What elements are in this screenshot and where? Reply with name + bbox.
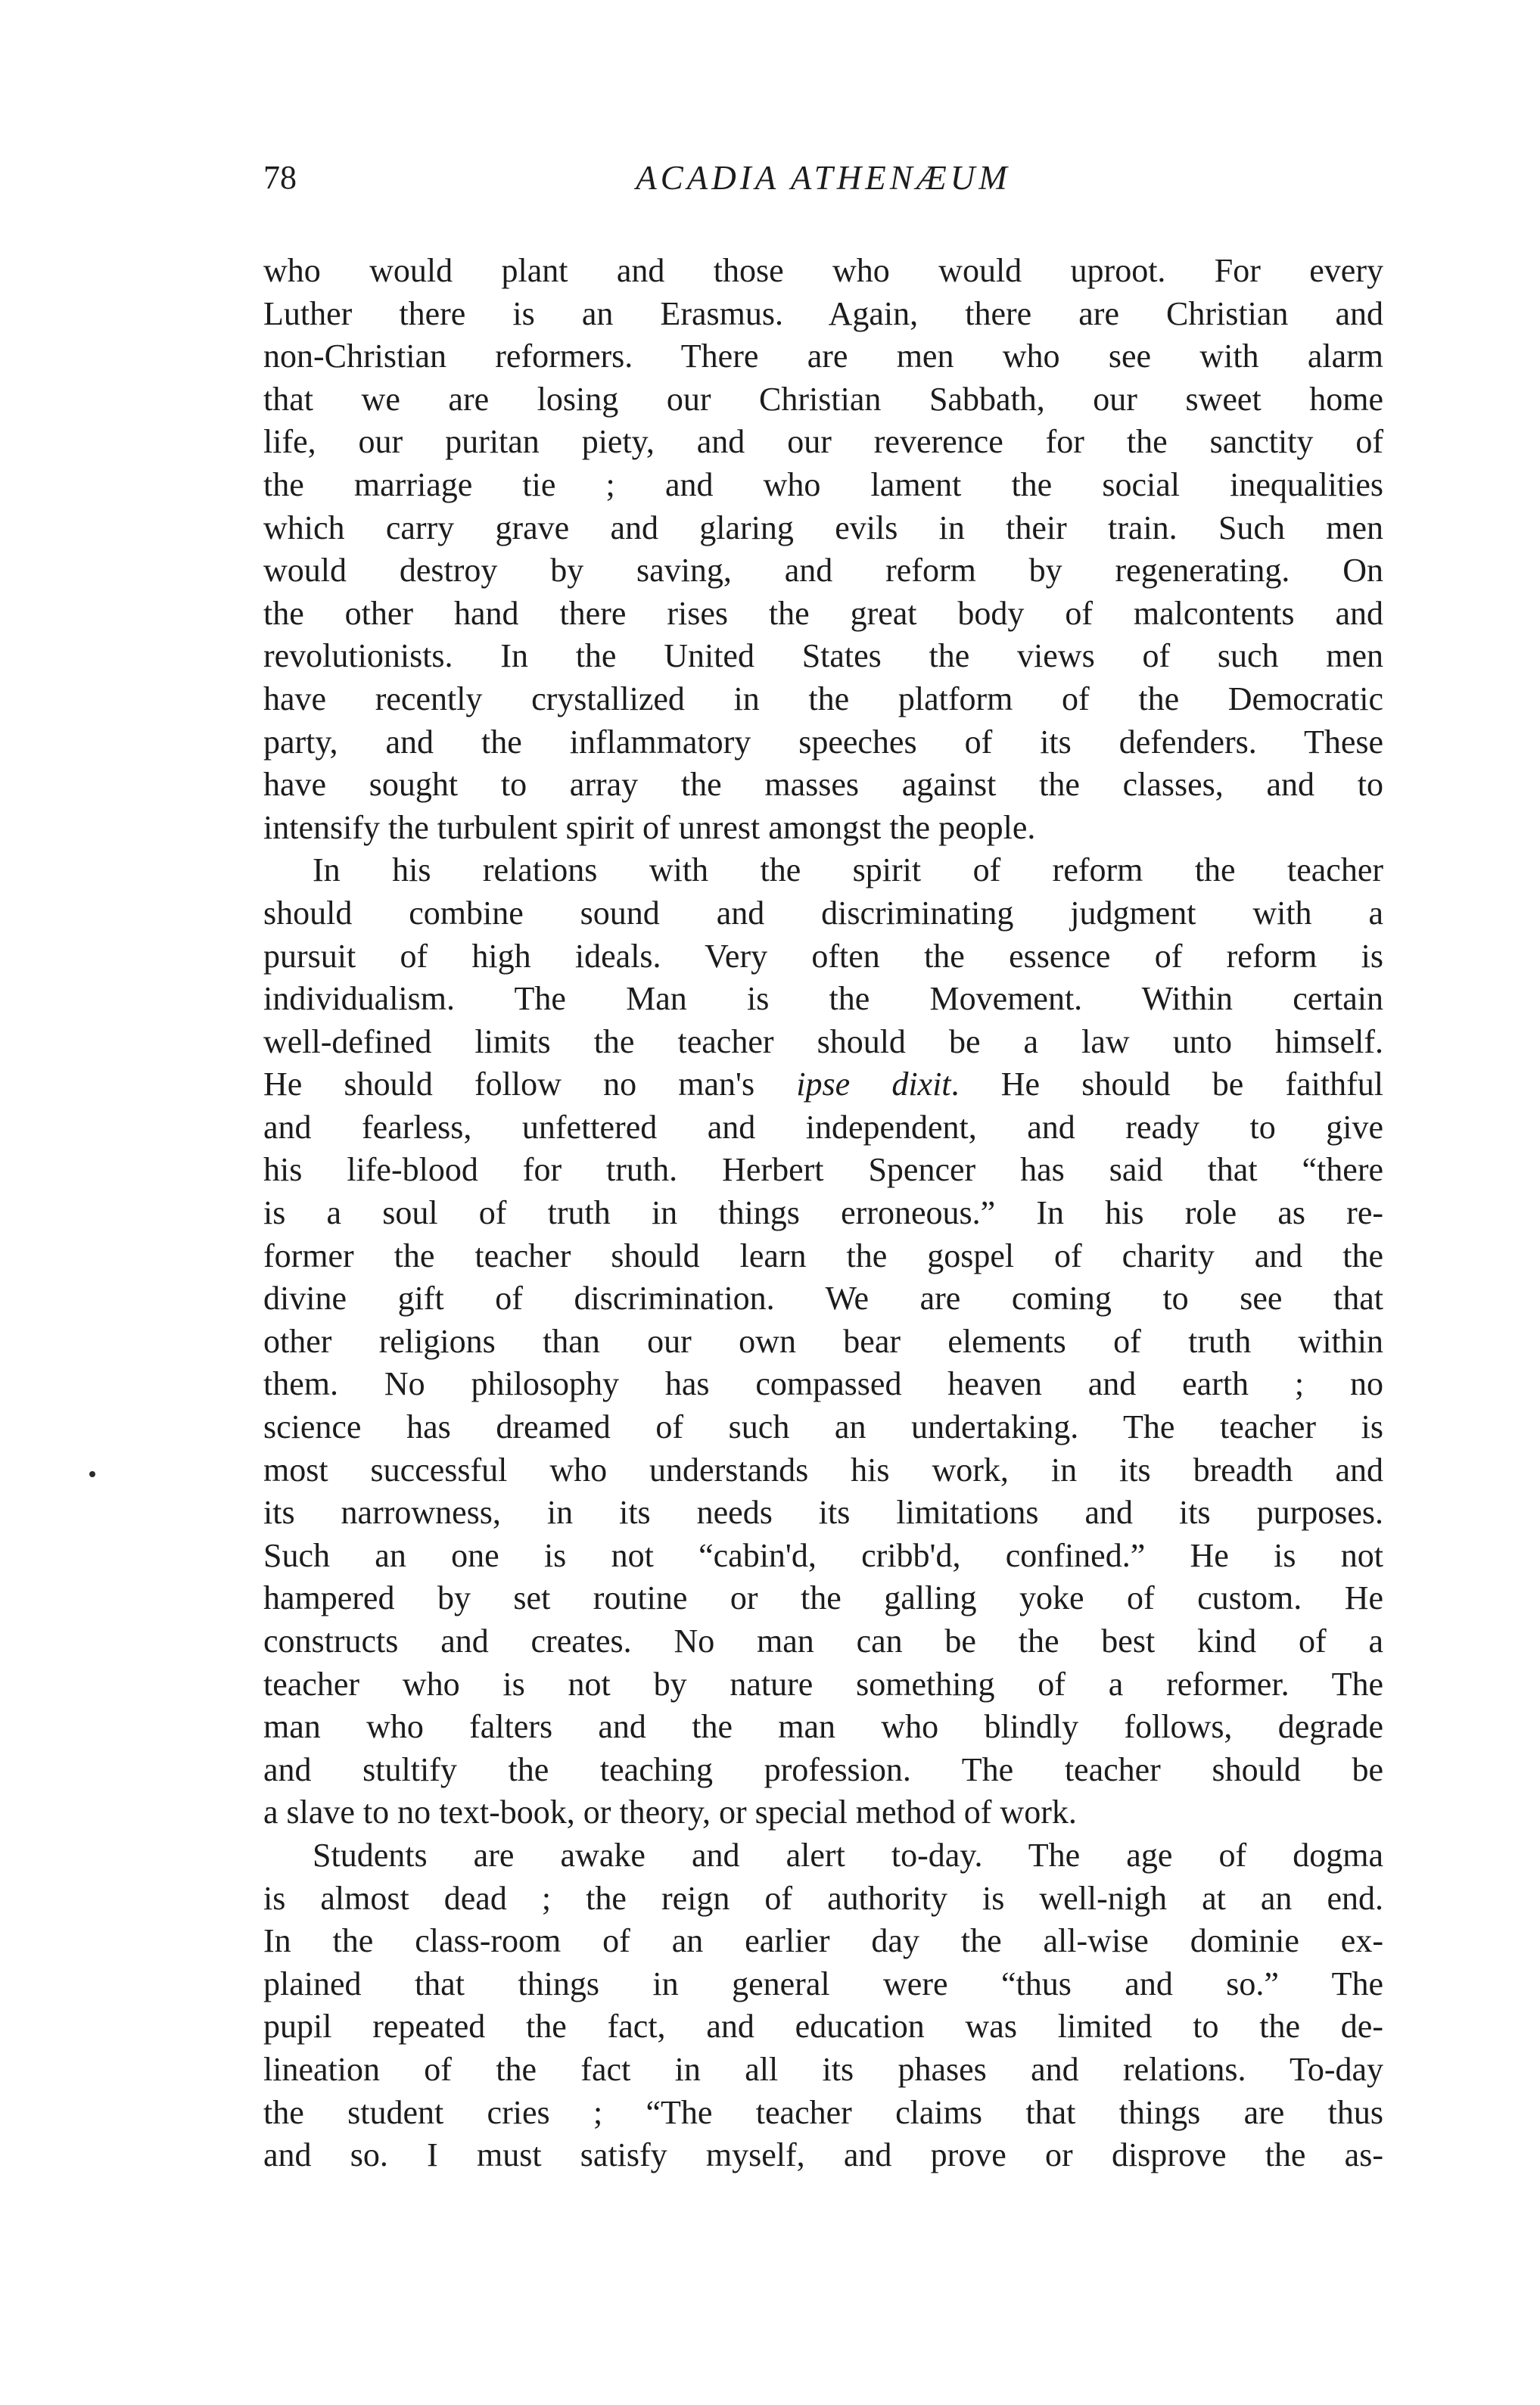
- text-line: He should follow no man's ipse dixit. He should be faithful: [263, 1066, 1383, 1103]
- text-line: and stultify the teaching profession. The teacher should be: [263, 1750, 1383, 1788]
- paragraph-first-line: In his relations with the spirit of reform the teacher: [313, 851, 1383, 889]
- text-line: plained that things in general were “thus and so.” The: [263, 1965, 1383, 2002]
- text-line: have sought to array the masses against the classes, and to: [263, 766, 1383, 804]
- text-line: science has dreamed of such an undertaking. The teacher is: [263, 1408, 1383, 1446]
- text-line: pupil repeated the fact, and education was limited to the de-: [263, 2008, 1383, 2046]
- text-line: individualism. The Man is the Movement. Within certain: [263, 980, 1383, 1018]
- text-line: the other hand there rises the great body of malcontents and: [263, 594, 1383, 632]
- text-line: other religions than our own bear elements of truth within: [263, 1322, 1383, 1360]
- text-line: that we are losing our Christian Sabbath, our sweet home: [263, 380, 1383, 418]
- text-line: his life-blood for truth. Herbert Spencer has said that “there: [263, 1151, 1383, 1189]
- text-line: well-defined limits the teacher should be a law unto himself.: [263, 1022, 1383, 1060]
- text-line: who would plant and those who would uproot. For every: [263, 252, 1383, 289]
- text-line: Luther there is an Erasmus. Again, there are Christian and: [263, 294, 1383, 332]
- text-line: them. No philosophy has compassed heaven and earth ; no: [263, 1365, 1383, 1403]
- paragraph-last-line: intensify the turbulent spirit of unrest amongst the people.: [263, 808, 1036, 846]
- text-line: the marriage tie ; and who lament the social inequalities: [263, 465, 1383, 503]
- page-number: 78: [263, 159, 297, 196]
- text-line: pursuit of high ideals. Very often the essence of reform is: [263, 937, 1383, 975]
- running-head: [263, 155, 1383, 201]
- text-line: constructs and creates. No man can be the best kind of a: [263, 1623, 1383, 1660]
- text-line: man who falters and the man who blindly follows, degrade: [263, 1708, 1383, 1746]
- text-line: Such an one is not “cabin'd, cribb'd, confined.” He is not: [263, 1536, 1383, 1574]
- text-line: and so. I must satisfy myself, and prove or disprove the as-: [263, 2136, 1383, 2174]
- text-line: life, our puritan piety, and our reverence for the sanctity of: [263, 423, 1383, 461]
- text-line: In the class-room of an earlier day the all-wise dominie ex-: [263, 1922, 1383, 1960]
- text-line: is a soul of truth in things erroneous.” In his role as re-: [263, 1194, 1383, 1232]
- text-line: the student cries ; “The teacher claims that things are thus: [263, 2093, 1383, 2131]
- text-line: former the teacher should learn the gospel of charity and the: [263, 1237, 1383, 1274]
- text-line: its narrowness, in its needs its limitations and its purposes.: [263, 1494, 1383, 1532]
- body-text: [263, 250, 1383, 2177]
- text-line: would destroy by saving, and reform by regenerating. On: [263, 552, 1383, 590]
- text-line: hampered by set routine or the galling yoke of custom. He: [263, 1579, 1383, 1617]
- journal-title: ACADIA ATHENÆUM: [636, 159, 1011, 197]
- text-line: teacher who is not by nature something of a reformer. The: [263, 1665, 1383, 1703]
- margin-mark: [89, 1471, 95, 1477]
- text-line: is almost dead ; the reign of authority is well-nigh at an end.: [263, 1879, 1383, 1917]
- text-line: divine gift of discrimination. We are coming to see that: [263, 1280, 1383, 1318]
- paragraph-last-line: a slave to no text-book, or theory, or special method of work.: [263, 1794, 1077, 1831]
- text-line: revolutionists. In the United States the views of such men: [263, 637, 1383, 675]
- text-line: non-Christian reformers. There are men who see with alarm: [263, 338, 1383, 375]
- text-line: most successful who understands his work, in its breadth and: [263, 1451, 1383, 1489]
- text-line: should combine sound and discriminating judgment with a: [263, 894, 1383, 932]
- text-line: lineation of the fact in all its phases and relations. To-day: [263, 2050, 1383, 2088]
- text-line: and fearless, unfettered and independent, and ready to give: [263, 1108, 1383, 1146]
- text-line: which carry grave and glaring evils in their train. Such men: [263, 509, 1383, 546]
- paragraph-first-line: Students are awake and alert to-day. The age of dogma: [313, 1836, 1383, 1874]
- text-line: have recently crystallized in the platform of the Democratic: [263, 680, 1383, 717]
- text-line: party, and the inflammatory speeches of its defenders. These: [263, 723, 1383, 761]
